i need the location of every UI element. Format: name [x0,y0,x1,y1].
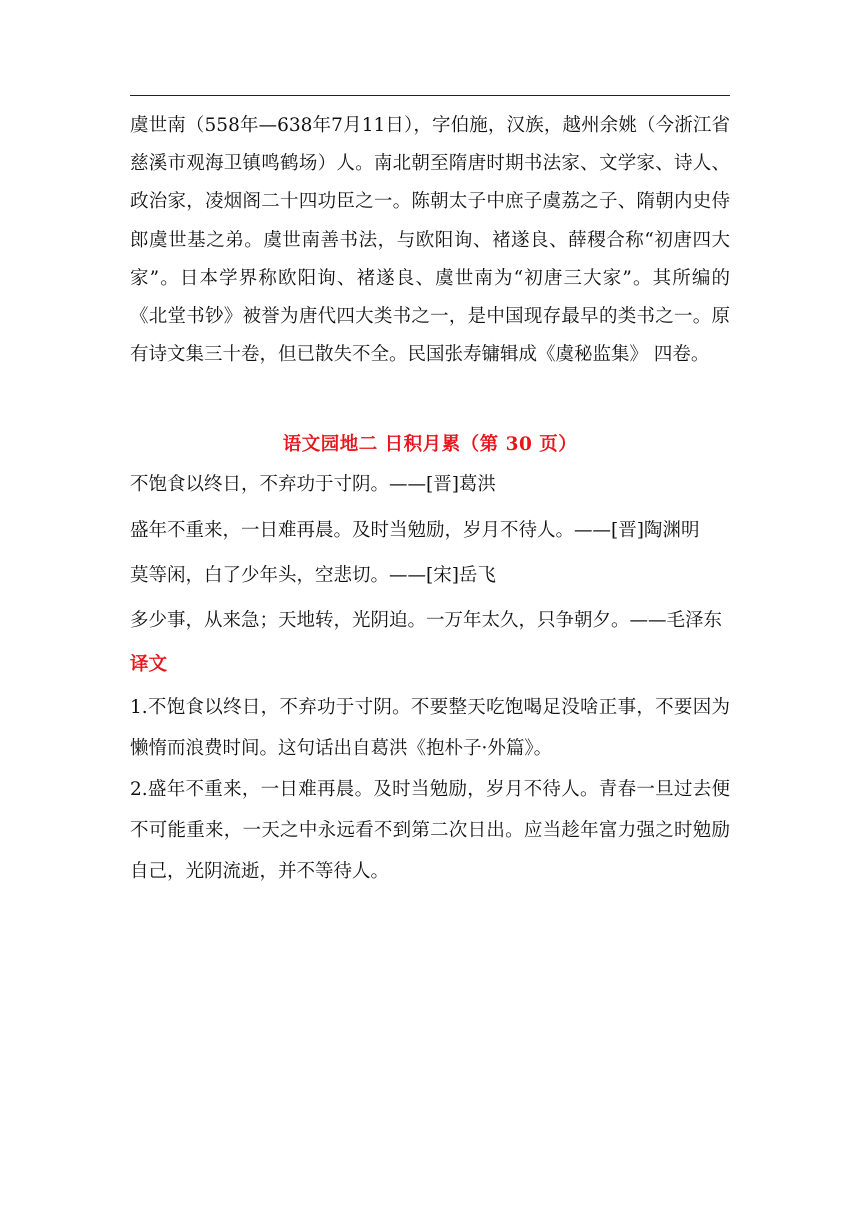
document-body [130,107,730,892]
quote-item: 莫等闲，白了少年头，空悲切。——[宋]岳飞 [130,564,496,586]
translation-item: 2.盛年不重来，一日难再晨。及时当勉励，岁月不待人。青春一旦过去便不可能重来，一天之中永远看不到第二次日出。应当趁年富力强之时勉励自己，光阴流逝，并不等待人。 [130,779,730,883]
quote-list [130,466,730,640]
quote-item: 盛年不重来，一日难再晨。及时当勉励，岁月不待人。——[晋]陶渊明 [130,519,700,541]
header-divider [130,95,730,96]
translation-heading: 译文 [130,654,168,676]
quote-item: 多少事，从来急；天地转，光阴迫。一万年太久，只争朝夕。——毛泽东 [130,610,723,632]
quote-item: 不饱食以终日，不弃功于寸阴。——[晋]葛洪 [130,474,496,496]
section-title: 语文园地二 日积月累（第 30 页） [282,434,578,456]
intro-paragraph: 虞世南（558年—638年7月11日），字伯施，汉族，越州余姚（今浙江省慈溪市观海卫镇鸣鹤场）人。南北朝至隋唐时期书法家、文学家、诗人、政治家，凌烟阁二十四功臣之一。陈朝太子中庶子虞荔之子、隋朝内史侍郎虞世基之弟。虞世南善书法，与欧阳询、褚遂良、薛稷合称“初唐四大家”。日本学界称欧阳询、褚遂良、虞世南为“初唐三大家”。其所编的《北堂书钞》被誉为唐代四大类书之一，是中国现存最早的类书之一。原有诗文集三十卷，但已散失不全。民国张寿镛辑成《虞秘监集》 四卷。 [130,115,730,366]
translation-item: 1.不饱食以终日，不弃功于寸阴。不要整天吃饱喝足没啥正事，不要因为懒惰而浪费时间。这句话出自葛洪《抱朴子·外篇》。 [130,697,730,760]
